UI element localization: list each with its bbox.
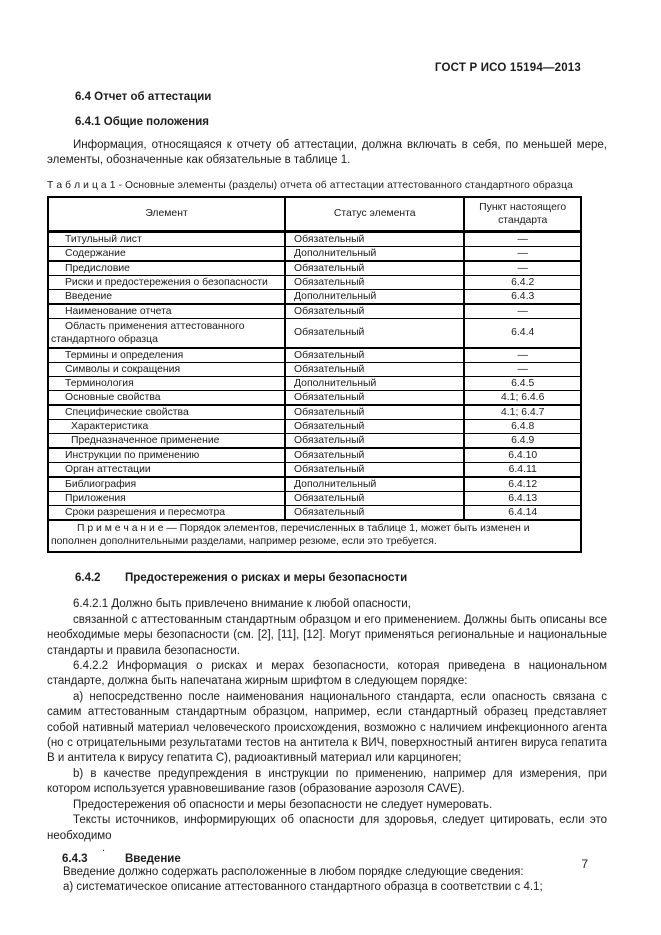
section-title: Введение xyxy=(125,852,181,865)
paragraph-no-numbering: Предостережения об опасности и меры безопасности не следует нумеровать. xyxy=(73,798,493,811)
status-cell: Обязательный xyxy=(285,362,464,376)
status-cell: Обязательный xyxy=(285,491,464,505)
element-cell: Сроки разрешения и пересмотра xyxy=(48,505,285,520)
section-heading-6-4-2 xyxy=(75,572,607,584)
element-cell: Область применения аттестованного стандартного образца xyxy=(48,318,285,348)
list-item-b: b) в качестве предупреждения в инструкции по применению, например для измерения, при котором используется уравновешивание газов (образование аэрозоля CAVE). xyxy=(47,767,607,796)
status-cell: Обязательный xyxy=(285,405,464,420)
status-cell: Обязательный xyxy=(285,390,464,405)
element-cell: Риски и предостережения о безопасности xyxy=(48,275,285,289)
status-cell: Обязательный xyxy=(285,304,464,319)
status-cell: Обязательный xyxy=(285,433,464,448)
element-cell: Символы и сокращения xyxy=(48,362,285,376)
list-item-a: a) непосредственно после наименования национального стандарта, если опасность связана с самим аттестованным стандартным образцом, например, если стандартный образец представляет собой нативный материал человеческого происхождения, возможно с наличием инфекционного агента (но с отрицательными результатами тестов на антитела к ВИЧ, поверхностный антиген вируса гепатита В и антитела к вирусу гепатита С), радиоактивный материал или карциноген; xyxy=(47,690,607,765)
clause-cell: 6.4.10 xyxy=(464,448,581,463)
table-row xyxy=(48,362,581,376)
clause-cell: 6.4.5 xyxy=(464,376,581,390)
table-row xyxy=(48,231,581,246)
table-header-row xyxy=(48,197,581,232)
attestation-elements-table xyxy=(47,196,582,554)
clause-cell: 6.4.13 xyxy=(464,491,581,505)
status-cell: Обязательный xyxy=(285,419,464,433)
table-note: П р и м е ч а н и е — Порядок элементов, перечисленных в таблице 1, может быть изменен и пополнен дополнительными разделами, например резюме, если это требуется. xyxy=(48,520,581,553)
paragraph-6-4-2-2: 6.4.2.2 Информация о рисках и мерах безопасности, которая приведена в национальном стандарте, должна быть напечатана жирным шрифтом в следующем порядке: xyxy=(47,660,607,688)
table-row xyxy=(48,275,581,289)
list-item-a-6-4-3: а) систематическое описание аттестованного стандартного образца в соответствии с 4.1; xyxy=(63,881,543,894)
element-cell: Содержание xyxy=(48,246,285,261)
table-note-row xyxy=(48,520,581,553)
status-cell: Дополнительный xyxy=(285,246,464,261)
section-heading-6-4-1: 6.4.1 Общие положения xyxy=(75,116,210,128)
column-header-status: Статус элемента xyxy=(285,197,464,232)
status-cell: Дополнительный xyxy=(285,376,464,390)
paragraph-6-4-2-1-body: связанной с аттестованным стандартным образцом и его применением. Должны быть описаны все необходимые меры безопасности (см. [2], [11], [12]. Могут применяться региональные и национальные стандарты и правила безопасности. xyxy=(47,613,607,657)
clause-cell: 6.4.3 xyxy=(464,289,581,304)
table-row xyxy=(48,462,581,477)
table-row xyxy=(48,419,581,433)
element-cell: Основные свойства xyxy=(48,390,285,405)
table-row xyxy=(48,505,581,520)
clause-cell: 4.1; 6.4.7 xyxy=(464,405,581,420)
clause-cell: 4.1; 6.4.6 xyxy=(464,390,581,405)
table-row xyxy=(48,491,581,505)
status-cell: Обязательный xyxy=(285,505,464,520)
clause-cell: 6.4.12 xyxy=(464,477,581,492)
table-row xyxy=(48,304,581,319)
clause-cell: 6.4.11 xyxy=(464,462,581,477)
status-cell: Обязательный xyxy=(285,318,464,348)
clause-cell: 6.4.8 xyxy=(464,419,581,433)
document-header: ГОСТ Р ИСО 15194—2013 xyxy=(434,62,581,74)
table-row xyxy=(48,261,581,276)
element-cell: Предисловие xyxy=(48,261,285,276)
section-heading-6-4: 6.4 Отчет об аттестации xyxy=(75,91,212,103)
clause-cell: — xyxy=(464,362,581,376)
section-number: 6.4.3 xyxy=(62,852,88,865)
table-row xyxy=(48,405,581,420)
clause-cell: 6.4.2 xyxy=(464,275,581,289)
element-cell: Инструкции по применению xyxy=(48,448,285,463)
element-cell: Библиография xyxy=(48,477,285,492)
table-row xyxy=(48,348,581,363)
page-number: 7 xyxy=(581,857,588,871)
element-cell: Характеристика xyxy=(48,419,285,433)
column-header-clause: Пункт настоящего стандарта xyxy=(464,197,581,232)
section-title: Предостережения о рисках и меры безопасности xyxy=(125,572,408,585)
paragraph-6-4-3-intro: Введение должно содержать расположенные в любом порядке следующие сведения: xyxy=(63,865,524,878)
clause-cell: — xyxy=(464,231,581,246)
table-row xyxy=(48,433,581,448)
status-cell: Обязательный xyxy=(285,448,464,463)
status-cell: Дополнительный xyxy=(285,289,464,304)
status-cell: Обязательный xyxy=(285,348,464,363)
element-cell: Титульный лист xyxy=(48,231,285,246)
table-row xyxy=(48,448,581,463)
element-cell: Введение xyxy=(48,289,285,304)
table-row xyxy=(48,390,581,405)
element-cell: Термины и определения xyxy=(48,348,285,363)
clause-cell: — xyxy=(464,261,581,276)
table-caption: Т а б л и ц а 1 - Основные элементы (разделы) отчета об аттестации аттестованного стандартного образца xyxy=(47,179,573,191)
stray-dot: . xyxy=(102,841,106,854)
element-cell: Предназначенное применение xyxy=(48,433,285,448)
table-row xyxy=(48,477,581,492)
table-row xyxy=(48,376,581,390)
paragraph-sources: Тексты источников, информирующих об опасности для здоровья, следует цитировать, если это необходимо xyxy=(47,814,607,842)
status-cell: Дополнительный xyxy=(285,477,464,492)
clause-cell: — xyxy=(464,246,581,261)
status-cell: Обязательный xyxy=(285,231,464,246)
paragraph-6-4-2-1-lead: 6.4.2.1 Должно быть привлечено внимание к любой опасности, xyxy=(73,598,411,611)
column-header-element: Элемент xyxy=(48,197,285,232)
status-cell: Обязательный xyxy=(285,462,464,477)
element-cell: Наименование отчета xyxy=(48,304,285,319)
clause-cell: — xyxy=(464,304,581,319)
clause-cell: 6.4.9 xyxy=(464,433,581,448)
element-cell: Орган аттестации xyxy=(48,462,285,477)
element-cell: Приложения xyxy=(48,491,285,505)
table-row xyxy=(48,318,581,348)
section-heading-6-4-3 xyxy=(62,853,607,865)
status-cell: Обязательный xyxy=(285,275,464,289)
clause-cell: — xyxy=(464,348,581,363)
element-cell: Терминология xyxy=(48,376,285,390)
section-number: 6.4.2 xyxy=(75,572,101,585)
table-row xyxy=(48,289,581,304)
element-cell: Специфические свойства xyxy=(48,405,285,420)
status-cell: Обязательный xyxy=(285,261,464,276)
clause-cell: 6.4.4 xyxy=(464,318,581,348)
table-row xyxy=(48,246,581,261)
intro-paragraph: Информация, относящаяся к отчету об аттестации, должна включать в себя, по меньшей мере, элементы, обозначенные как обязательные в таблице 1. xyxy=(47,139,607,167)
clause-cell: 6.4.14 xyxy=(464,505,581,520)
